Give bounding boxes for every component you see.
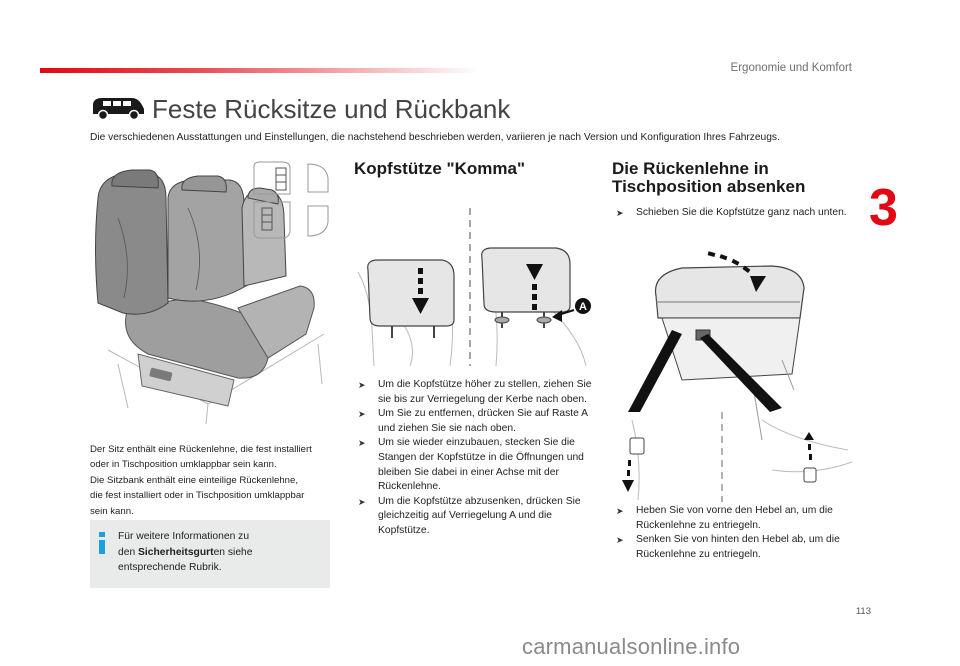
- headrest-down-instruction: [616, 206, 866, 221]
- headrest-instructions: [358, 378, 598, 539]
- caption-line: Der Sitz enthält eine Rückenlehne, die fest installiert: [90, 444, 312, 455]
- list-item: ➤ Heben Sie von vorne den Hebel an, um die Rückenlehne zu entriegeln.: [616, 505, 833, 531]
- bullet-marker-icon: ➤: [616, 535, 624, 546]
- bullet-marker-icon: ➤: [616, 506, 624, 516]
- watermark: carmanualsonline.info: [522, 634, 741, 659]
- van-icon: [90, 95, 146, 121]
- page-title: Feste Rücksitze und Rückbank: [152, 94, 511, 124]
- seatbelt-reference: Sicherheitsgurt: [138, 546, 214, 558]
- section-title: Ergonomie und Komfort: [730, 62, 852, 74]
- list-item: ➤ Senken Sie von hinten den Hebel ab, um die Rückenlehne zu entriegeln.: [616, 534, 840, 560]
- caption-line: oder in Tischposition umklappbar sein kann.: [90, 459, 277, 471]
- list-item: ➤ Um sie wieder einzubauen, stecken Sie die Stangen der Kopfstütze in die Öffnungen und bleiben Sie dabei in einer Achse mit der Rückenlehne.: [358, 437, 584, 493]
- bullet-marker-icon: ➤: [358, 409, 366, 420]
- unlock-instructions: [616, 504, 866, 562]
- caption-line: sein kann.: [90, 505, 134, 517]
- headrest-illustration: [350, 208, 600, 366]
- seat-layout-diagram: [252, 160, 332, 240]
- figure-label-a-text: A: [579, 301, 587, 313]
- table-position-illustration: [612, 240, 858, 502]
- list-item: ➤ Schieben Sie die Kopfstütze ganz nach unten.: [616, 206, 866, 221]
- page-number: 113: [855, 606, 871, 617]
- bullet-marker-icon: ➤: [616, 208, 624, 218]
- chapter-number: 3: [869, 179, 898, 237]
- list-item: ➤ Um Sie zu entfernen, drücken Sie auf Raste A und ziehen Sie sie nach oben.: [358, 408, 588, 434]
- intro-text: Die verschiedenen Ausstattungen und Einstellungen, die nachstehend beschrieben werden, variieren je nach Version und Konfiguration Ihres Fahrzeugs.: [90, 132, 780, 143]
- heading-line: Die Rückenlehne in: [612, 159, 769, 178]
- bullet-marker-icon: ➤: [358, 438, 366, 449]
- info-icon: [96, 532, 108, 554]
- info-line: entsprechende Rubrik.: [118, 562, 222, 574]
- seat-caption: [90, 442, 340, 519]
- caption-line: Die Sitzbank enthält eine einteilige Rückenlehne,: [90, 474, 298, 486]
- heading-line: Tischposition absenken: [612, 177, 806, 196]
- info-line: Für weitere Informationen zu: [118, 531, 250, 542]
- info-box: [90, 520, 330, 588]
- bullet-marker-icon: ➤: [358, 496, 366, 507]
- list-item: ➤ Um die Kopfstütze höher zu stellen, ziehen Sie sie bis zur Verriegelung der Kerbe nach oben.: [358, 379, 592, 405]
- headrest-heading: Kopfstütze "Komma": [354, 159, 526, 178]
- bullet-marker-icon: ➤: [358, 380, 366, 390]
- list-item: ➤ Um die Kopfstütze abzusenken, drücken Sie gleichzeitig auf Verriegelung A und die Kopfstütze.: [358, 495, 581, 536]
- header-accent-bar: [40, 68, 480, 73]
- table-position-heading: [612, 160, 805, 196]
- caption-line: die fest installiert oder in Tischposition umklappbar: [90, 490, 305, 502]
- info-line: den Sicherheitsgurten siehe: [118, 546, 253, 558]
